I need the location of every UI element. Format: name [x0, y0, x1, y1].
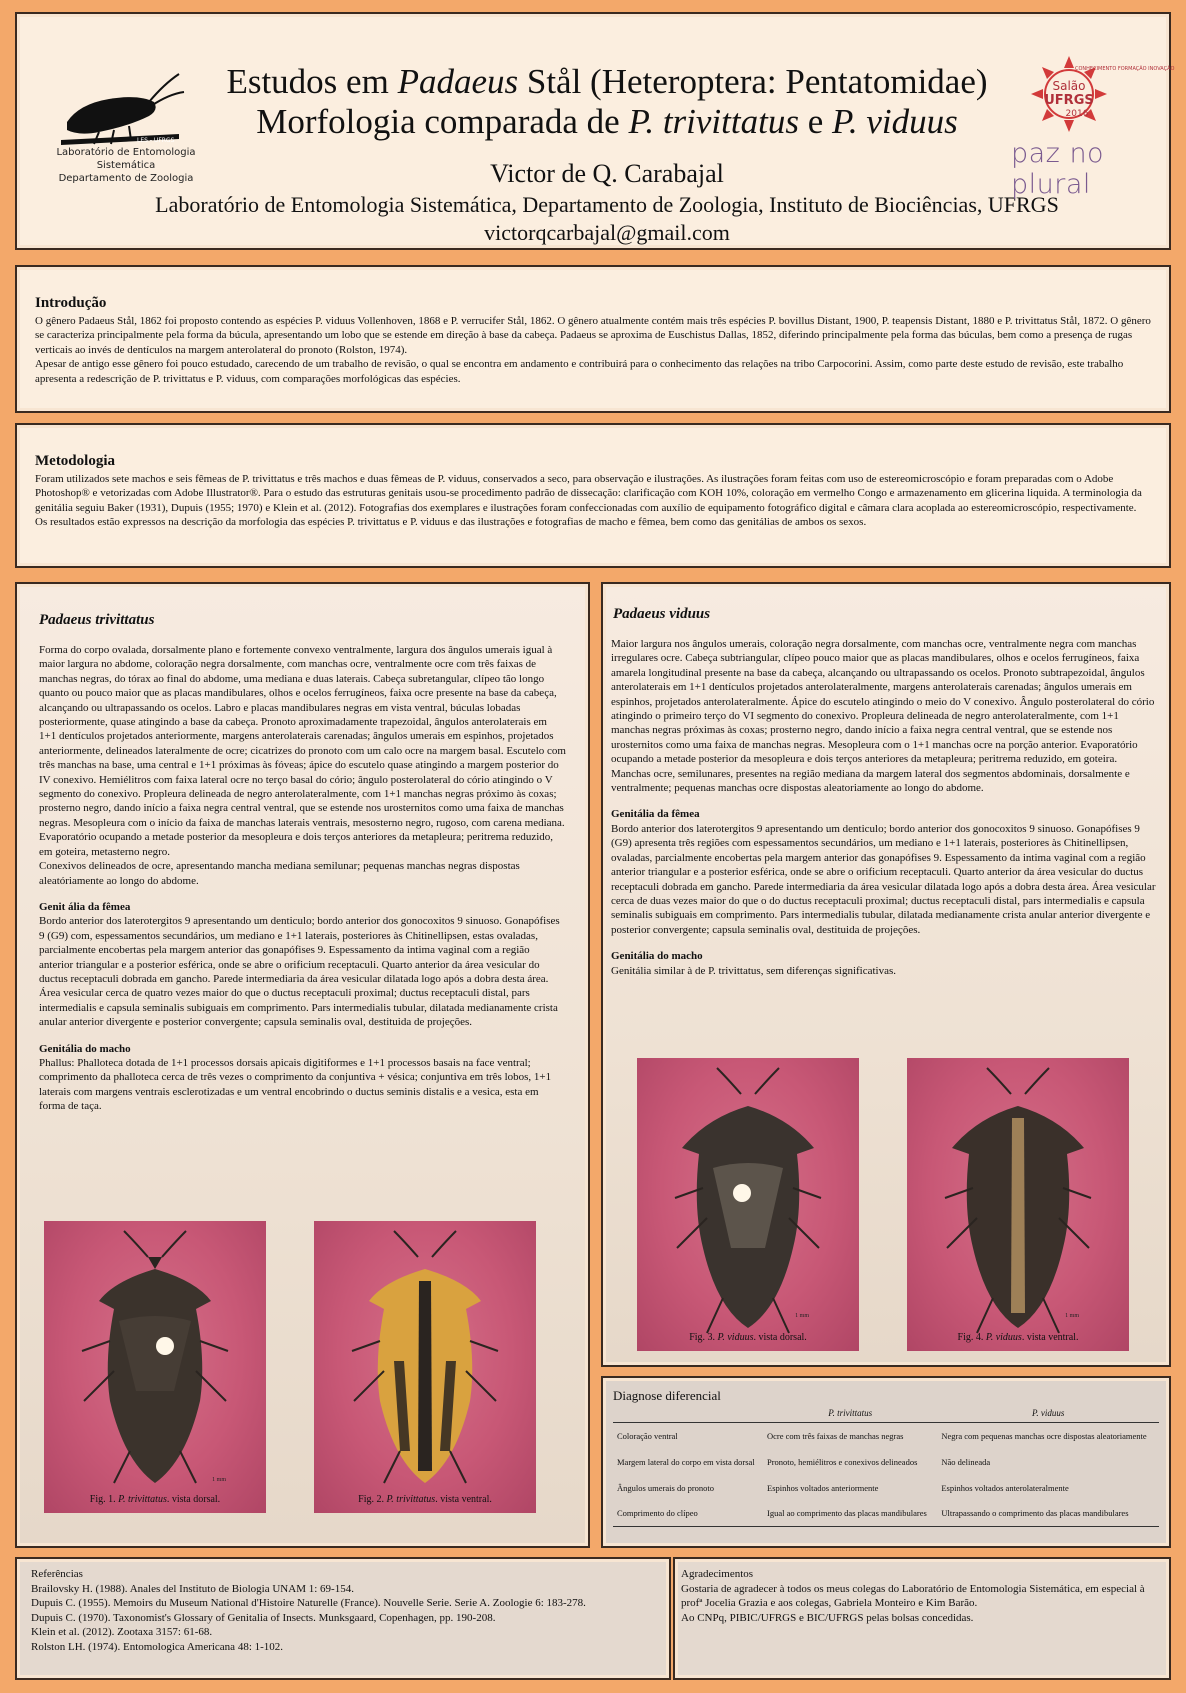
- lab-logo-line1: Laboratório de Entomologia Sistemática: [56, 147, 196, 171]
- trivittatus-male-text: Phallus: Phalloteca dotada de 1+1 processos dorsais apicais digitiformes e 1+1 processos basais na face ventral; comprimento da phalloteca cerca de três vezes o comprimento da conjuntiva + vésica; conjuntiva em três lobos, 1+1 laterais com margens ventrais esclerotizadas e um ventral encobrindo o ductus seminis distalis e a vesica, esta em forma de taça.: [39, 1056, 552, 1113]
- introducao-heading: Introdução: [35, 295, 107, 311]
- table-row: [613, 1501, 1159, 1527]
- fig2-photo: [314, 1221, 536, 1513]
- table-row: [613, 1475, 1159, 1501]
- metodologia-heading: Metodologia: [35, 453, 115, 469]
- lab-logo-badge: LES - UFRGS: [137, 137, 175, 144]
- metodologia-text: Foram utilizados sete machos e seis fêmeas de P. trivittatus e três machos e duas fêmeas de P. viduus, conservados a seco, para observação e ilustrações. As ilustrações foram feitas com uso de estereomicroscópio e foram preparadas com o Adobe Photoshop® e vetorizadas com Adobe Illustrator®. Para o estudo das estruturas genitais usou-se procedimento padrão de dissecação: clarificação com KOH 10%, coloração em vermelho Congo e armazenamento em glicerina liquida. A terminologia da genitália seguiu Baker (1931), Dupuis (1955; 1970) e Klein et al. (2012). Fotografias dos exemplares e ilustrações foram confeccionadas com auxílio de equipamento fotográfico digital e câmara clara acoplada ao estereomicroscópio, respectivamente. Os resultados estão expressos na descrição da morfologia das espécies P. trivittatus e P. viduus e das ilustrações e fotografias de macho e fêmea, bem como das genitálias de ambos os sexos.: [35, 473, 1142, 529]
- diagnose-label: Coloração ventral: [617, 1430, 678, 1441]
- list-item: Brailovsky H. (1988). Anales del Instituto de Biologia UNAM 1: 69-154.: [31, 1582, 354, 1595]
- fig3-scale: 1 mm: [795, 1313, 809, 1319]
- trivittatus-desc2: Conexivos delineados de ocre, apresentando mancha mediana semilunar; pequenas manchas negras dispostas aleatóriamente ao longo do abdome.: [39, 860, 520, 887]
- fig3-caption: Fig. 3. P. viduus. vista dorsal.: [689, 1332, 807, 1343]
- fig1-photo: [44, 1221, 266, 1513]
- fig2-caption: Fig. 2. P. trivittatus. vista ventral.: [358, 1494, 492, 1505]
- diagnose-b: Não delineada: [941, 1456, 991, 1467]
- bug-ventral-icon: [907, 1058, 1129, 1351]
- viduus-male-heading: Genitália do macho: [611, 950, 703, 963]
- introducao-p2: Apesar de antigo esse gênero foi pouco estudado, carecendo de um trabalho de revisão, o qual se encontra em andamento e contribuirá para o conhecimento das relações na tribo Carpocorini. Assim, como parte deste estudo de revisão, este trabalho apresenta a redescrição de P. trivittatus e P. viduus, com comparações morfológicas das espécies.: [35, 358, 1124, 385]
- table-row: [613, 1423, 1159, 1449]
- introducao-p1: O gênero Padaeus Stål, 1862 foi proposto contendo as espécies P. viduus Vollenhoven, 1868 e P. verrucifer Stål, 1862. O gênero atualmente contém mais três espécies P. bovillus Distant, 1900, P. teapensis Distant, 1880 e P. trivittatus Stål, 1872. O gênero se caracteriza principalmente pela forma da búcula, apresentando um lobo que se estende em direção à base da cabeça. Padaeus se aproxima de Euschistus Dallas, 1852, diferindo principalmente pela forma das búculas, bem como a presença de rugas verticais ao invés de dentículos na margem anterolateral do pronoto (Rolston, 1974).: [35, 315, 1151, 356]
- diagnose-panel: [601, 1376, 1171, 1548]
- diagnose-a: Pronoto, hemiélitros e conexivos delineados: [767, 1456, 918, 1467]
- diagnose-label: Margem lateral do corpo em vista dorsal: [617, 1456, 755, 1467]
- fig4-scale: 1 mm: [1065, 1313, 1079, 1319]
- bug-ventral-icon: [314, 1221, 536, 1513]
- fig3-photo: [637, 1058, 859, 1351]
- viduus-heading: Padaeus viduus: [613, 606, 711, 622]
- bug-dorsal-icon: [44, 1221, 266, 1513]
- introducao-panel: [15, 265, 1171, 413]
- diagnose-label: Comprimento do clípeo: [617, 1508, 698, 1519]
- header-panel: [15, 12, 1175, 250]
- bug-dorsal-icon: [637, 1058, 859, 1351]
- list-item: Dupuis C. (1970). Taxonomist's Glossary of Genitalia of Insects. Munksgaard, Copenhagen, pp. 190-208.: [31, 1611, 496, 1624]
- salao-arc-text: CONHECIMENTO FORMAÇÃO INOVAÇÃO: [1075, 66, 1175, 72]
- affiliation: Laboratório de Entomologia Sistemática, Departamento de Zoologia, Instituto de Biociências, UFRGS: [155, 192, 1059, 217]
- referencias-heading: Referências: [31, 1568, 83, 1580]
- viduus-desc: Maior largura nos ângulos umerais, coloração negra dorsalmente, com manchas ocre, ventralmente negra com manchas irregulares ocre. Cabeça subtriangular, clípeo pouco maior que as placas mandibulares, olhos e ocelos ferrugíneos, faixa amarela longitudinal presente na base da cabeça, alcançando ou ultrapassando os ocelos. Pronoto subtrapezoidal, ângulos anterolaterais em 1+1 dentículos projetados anterolateralmente, margens anterolaterais carenadas; ângulos umerais em espinhos, projetados anterolateralmente. Ápice do escutelo atingindo o meio do V conexivo. Ângulo posterolateral do cório atingindo o primeiro terço do VI segmento do conexivo. Propleura delineada de negro anterolateralmente, com 1+1 manchas negras próximas às coxas; prosterno negro, dando início a faixa negra central ventral, que se estende nos urosternitos como uma faixa de manchas negras. Mesopleura com o 1+1 manchas ocre na porção anterior. Evaporatório ocupando a metade posterior da mesopleura e dois terços anteriores da metapleura; peritrema reduzido, em goteira. Manchas ocre, semilunares, presentes na região mediana da margem lateral dos segmentos abdominais, dorsalmente e ventralmente; pequenas manchas ocre dispostas aleatoriamente ao longo do abdome.: [611, 638, 1155, 795]
- author: Victor de Q. Carabajal: [490, 159, 724, 188]
- fig1-caption: Fig. 1. P. trivittatus. vista dorsal.: [89, 1494, 221, 1505]
- lab-logo-line2: Departamento de Zoologia: [58, 173, 194, 184]
- diagnose-label: Ângulos umerais do pronoto: [617, 1482, 715, 1493]
- list-item: Dupuis C. (1955). Memoirs du Museum National d'Histoire Naturelle (France). Nouvelle Serie. Serie A. Zoologie 6: 183-278.: [31, 1597, 586, 1609]
- trivittatus-male-heading: Genitália do macho: [39, 1042, 131, 1055]
- email[interactable]: victorqcarbajal@gmail.com: [484, 220, 730, 245]
- salao-text: Salão: [1052, 79, 1086, 93]
- title-line-2: Morfologia comparada de P. trivittatus e P. viduus: [256, 102, 958, 141]
- diagnose-a: Espinhos voltados anteriormente: [767, 1482, 879, 1493]
- agradecimentos-heading: Agradecimentos: [681, 1568, 754, 1580]
- diagnose-b: Negra com pequenas manchas ocre dispostas aleatoriamente: [941, 1430, 1147, 1441]
- fig1-scale: 1 mm: [212, 1477, 226, 1483]
- table-row: [613, 1449, 1159, 1475]
- list-item: Rolston LH. (1974). Entomologica Americana 48: 1-102.: [31, 1640, 284, 1653]
- diagnose-a: Ocre com três faixas de manchas negras: [767, 1430, 904, 1441]
- diagnose-b: Ultrapassando o comprimento das placas mandibulares: [941, 1508, 1129, 1519]
- diagnose-title: Diagnose diferencial: [613, 1388, 721, 1403]
- paz-no-plural-logo: paz no plural: [1011, 138, 1105, 200]
- viduus-fem-text: Bordo anterior dos laterotergitos 9 apresentando um denticulo; bordo anterior dos gonocoxitos 9 sinuoso. Gonapófises 9 (G9) apresenta três regiões com espessamentos secundários, um mediano e 1+1 laterais, posteriores às Chitinellipsen, ovaladas, parcialmente encobertas pela margem anterior das gonapófises 9. Espessamento da intima vaginal com a região anterior triangular e a posterior esférica, onde se abre o orificium receptaculi. Quarto anterior da área vesicular do ductus receptaculi dobrada em gancho. Parede intermediaria da área vesicular dilatada logo após a dobra desta área. Área vesicular cerca de duas vezes maior do que o do ductus receptaculi proximal; ductus receptaculi distal, pars intermedialis e capsula seminalis subiguais em comprimento. Pars intermedialis tubular, dilatada medianamente crista anular anterior divergente e posterior convergente; capsula seminalis oval, destituida de projeções.: [611, 822, 1156, 936]
- referencias-panel: [15, 1557, 671, 1680]
- trivittatus-desc: Forma do corpo ovalada, dorsalmente plano e fortemente convexo ventralmente, largura dos ângulos umerais igual à maior largura no abdome, coloração negra dorsalmente, com manchas ocre, ventralmente ocre com três faixas de manchas negras, do tórax ao final do abdome, uma mediana e duas laterais. Cabeça subretangular, clípeo tão longo quanto ou pouco maior que as placas mandibulares, olhos e ocelos ferrugíneos, faixa ocre presente na base da cabeça, alcançando ou ultrapassando os ocelos. Labro e placas mandibulares negras em vista ventral, búculas lobadas posteriormente, quase atingindo a base da cabeça. Pronoto aproximadamente trapezoidal, ângulos anterolaterais em 1+1 dentículos projetados anteriormente, margens anterolaterais carenadas; ângulos umerais em espinhos, projetados anteriormente, delineados lateralmente de ocre; cicatrizes do pronoto com um calo ocre na margem basal. Escutelo com três manchas na base, uma central e 1+1 próximas às fóveas; ápice do escutelo quase atingindo a margem posterior do IV conexivo. Hemiélitros com faixa lateral ocre no terço basal do cório; ângulo posterolateral do cório atingindo o V segmento do conexivo. Propleura delineada de negro anterolateralmente, com 1+1 manchas negras próximo às coxas; prosterno negro, dando início a faixa negra central ventral, que se estende nos urosternitos como uma faixa de manchas negras. Mesopleura com o início da faixa de manchas laterais ventrais, mesosterno negro, rugoso, com carena mediana. Evaporatório ocupando a metade posterior da mesopleura e dois terços anteriores da metapleura; peritrema reduzido, em goteira, metasterno negro.: [39, 644, 566, 858]
- agradecimentos-panel: [673, 1557, 1171, 1680]
- diagnose-col1: P. trivittatus: [763, 1408, 937, 1423]
- trivittatus-fem-heading: Genit ália da fêmea: [39, 900, 131, 913]
- salao-year: 2016: [1065, 109, 1089, 119]
- trivittatus-panel: [15, 582, 590, 1548]
- fig4-photo: [907, 1058, 1129, 1351]
- diagnose-b: Espinhos voltados anterolateralmente: [941, 1482, 1069, 1493]
- agradecimentos-text2: Ao CNPq, PIBIC/UFRGS e BIC/UFRGS pelas bolsas concedidas.: [681, 1611, 974, 1624]
- diagnose-header-row: [613, 1408, 1159, 1423]
- title-line-1: Estudos em Padaeus Stål (Heteroptera: Pentatomidae): [226, 62, 988, 101]
- fig4-caption: Fig. 4. P. viduus. vista ventral.: [957, 1332, 1079, 1343]
- viduus-fem-heading: Genitália da fêmea: [611, 808, 700, 821]
- viduus-male-text: Genitália similar à de P. trivittatus, sem diferenças significativas.: [611, 964, 897, 977]
- diagnose-table: [613, 1408, 1159, 1527]
- agradecimentos-text: Gostaria de agradecer à todos os meus colegas do Laboratório de Entomologia Sistemática, em especial à profª Jocelia Grazia e aos colegas, Gabriela Monteiro e Kim Barão.: [681, 1582, 1145, 1609]
- viduus-panel: [601, 582, 1171, 1367]
- metodologia-panel: [15, 423, 1171, 568]
- trivittatus-fem-text: Bordo anterior dos laterotergitos 9 apresentando um denticulo; bordo anterior dos gonocoxitos 9 sinuoso. Gonapófises 9 (G9) com, espessamentos secundários, um mediano e 1+1 laterais, posteriores às Chitinellipsen, estas ovaladas, parcialmente encobertas pela margem anterior das gonapófises 9. Espessamento da intima vaginal com a região anterior triangular e a posterior esférica, onde se abre o orificium receptaculi. Quarto anterior da área vesicular do ductus receptaculi dobrada em gancho. Parede intermediaria da área vesicular dilatada logo após a dobra desta área. Área vesicular cerca de quatro vezes maior do que o ductus receptaculi proximal; ductus receptaculi distal, pars intermedialis e capsula seminalis subiguais em comprimento. Pars intermedialis tubular, dilatada medianamente crista anular anterior divergente e posterior convergente; capsula seminalis oval, destituida de projeções.: [39, 915, 560, 1029]
- diagnose-col2: P. viduus: [937, 1408, 1159, 1423]
- trivittatus-heading: Padaeus trivittatus: [39, 612, 155, 628]
- list-item: Klein et al. (2012). Zootaxa 3157: 61-68.: [31, 1626, 213, 1638]
- ufrgs-text: UFRGS: [1044, 93, 1094, 108]
- diagnose-a: Igual ao comprimento das placas mandibulares: [767, 1508, 927, 1519]
